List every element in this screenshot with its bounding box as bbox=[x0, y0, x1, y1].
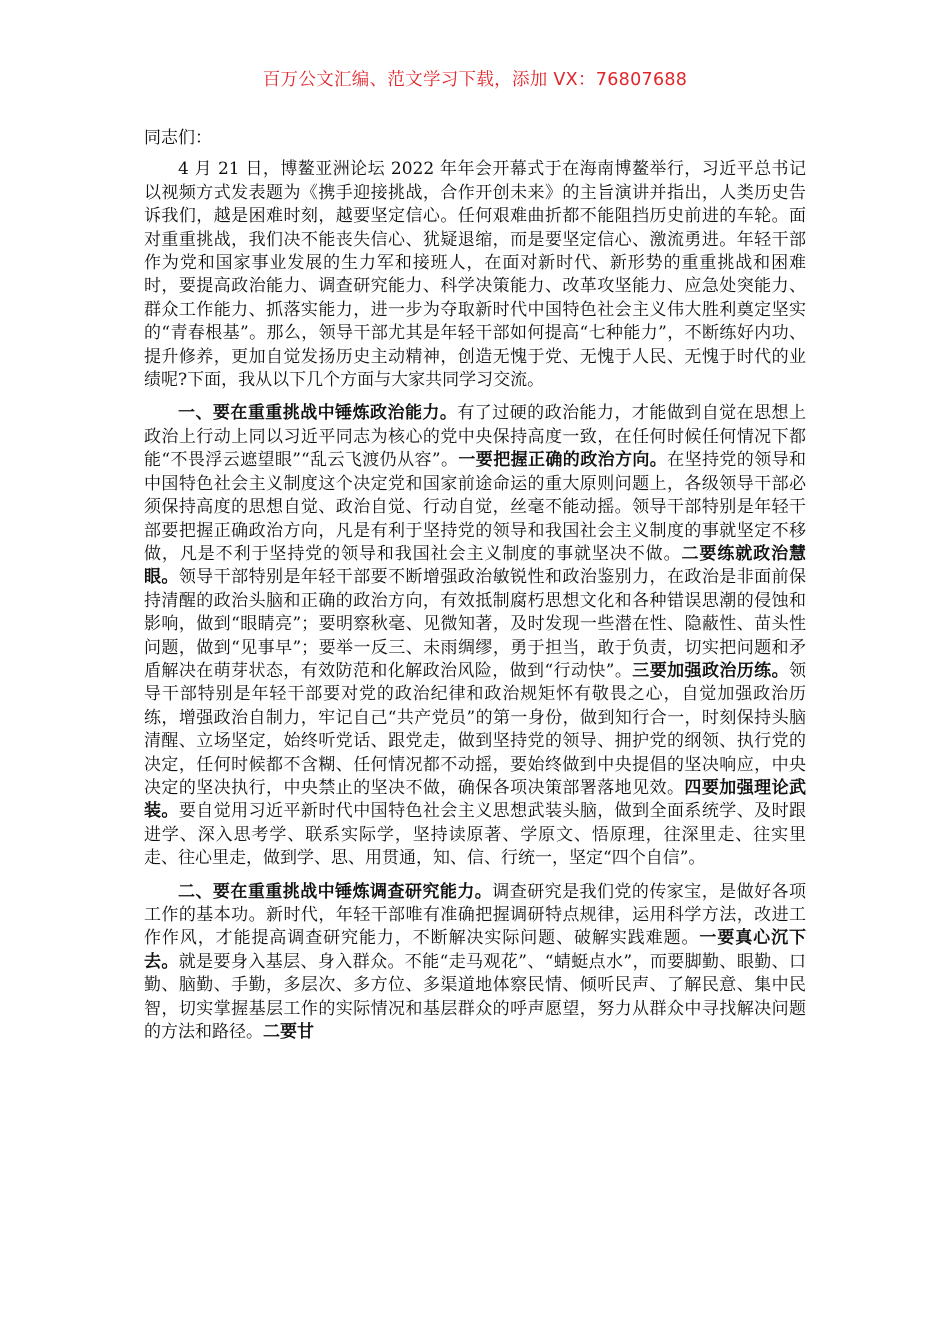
bold-heading-text: 一要把握正确的政治方向。 bbox=[458, 450, 668, 471]
body-text: 要自觉用习近平新时代中国特色社会主义思想武装头脑，做到全面系统学、及时跟进学、深入思考学、联系实际学，坚持读原著、学原文、悟原理，往深里走、往实里走、往心里走，做到学、思、用贯通，知、信、行统一，坚定“四个自信”。 bbox=[144, 801, 807, 869]
paragraph bbox=[144, 158, 806, 392]
watermark-header: 百万公文汇编、范文学习下载，添加 VX：76807688 bbox=[262, 70, 688, 90]
bold-heading-text: 一要真心沉下去。 bbox=[144, 928, 807, 972]
bold-heading-text: 一、要在重重挑战中锤炼政治能力。 bbox=[178, 403, 458, 424]
bold-heading-text: 四要加强理论武装。 bbox=[144, 777, 807, 822]
paragraph-list bbox=[144, 158, 806, 1044]
bold-heading-text: 二要练就政治慧眼。 bbox=[144, 543, 806, 588]
paragraph bbox=[144, 402, 806, 870]
body-text: 在坚持党的领导和中国特色社会主义制度这个决定党和国家前途命运的重大原则问题上，各级领导干部必须保持高度的思想自觉、政治自觉、行动自觉，丝毫不能动摇。领导干部特别是年轻干部要把握正确政治方向，凡是有利于坚持党的领导和我国社会主义制度的事就坚定不移做，凡是不利于坚持党的领导和我国社会主义制度的事就坚决不做。 bbox=[144, 450, 807, 564]
bold-heading-text: 二、要在重重挑战中锤炼调查研究能力。 bbox=[178, 881, 493, 902]
document-body bbox=[144, 127, 806, 1054]
body-text: 调查研究是我们党的传家宝，是做好各项工作的基本功。新时代，年轻干部唯有准确把握调研特点规律，运用科学方法，改进工作作风，才能提高调查研究能力，不断解决实际问题、破解实践难题。 bbox=[144, 881, 807, 949]
bold-heading-text: 三要加强政治历练。 bbox=[632, 660, 789, 681]
body-text: 就是要身入基层、身入群众。不能“走马观花”、“蜻蜓点水”，而要脚勤、眼勤、口勤、脑勤、手勤，多层次、多方位、多渠道地体察民情、倾听民声、了解民意、集中民智，切实掌握基层工作的实际情况和基层群众的呼声愿望，努力从群众中寻找解决问题的方法和路径。 bbox=[144, 951, 806, 1043]
body-text: 领导干部特别是年轻干部要对党的政治纪律和政治规矩怀有敬畏之心，自觉加强政治历练，增强政治自制力，牢记自己“共产党员”的第一身份，做到知行合一，时刻保持头脑清醒、立场坚定，始终听党话、跟党走，做到坚持党的领导、拥护党的纲领、执行党的决定，任何时候都不含糊、任何情况都不动摇，要始终做到中央提倡的坚决响应，中央决定的坚决执行，中央禁止的坚决不做，确保各项决策部署落地见效。 bbox=[144, 660, 806, 798]
body-text: 有了过硬的政治能力，才能做到自觉在思想上政治上行动上同以习近平同志为核心的党中央保持高度一致，在任何时候任何情况下都能“不畏浮云遮望眼”“乱云飞渡仍从容”。 bbox=[144, 403, 807, 471]
bold-heading-text: 二要甘 bbox=[263, 1022, 314, 1043]
body-text: 领导干部特别是年轻干部要不断增强政治敏锐性和政治鉴别力，在政治是非面前保持清醒的政治头脑和正确的政治方向，有效抵制腐朽思想文化和各种错误思潮的侵蚀和影响，做到“眼睛亮”；要明察秋毫、见微知著，及时发现一些潜在性、隐蔽性、苗头性问题，做到“见事早”；要举一反三、未雨绸缪，勇于担当，敢于负责，切实把问题和矛盾解决在萌芽状态，有效防范和化解政治风险，做到“行动快”。 bbox=[144, 567, 807, 681]
body-text: 4 月 21 日，博鳌亚洲论坛 2022 年年会开幕式于在海南博鳌举行，习近平总书记以视频方式发表题为《携手迎接挑战，合作开创未来》的主旨演讲并指出，人类历史告诉我们，越是困难时刻，越要坚定信心。任何艰难曲折都不能阻挡历史前进的车轮。面对重重挑战，我们决不能丧失信心、犹疑退缩，而是要坚定信心、激流勇进。年轻干部作为党和国家事业发展的生力军和接班人，在面对新时代、新形势的重重挑战和困难时，要提高政治能力、调查研究能力、科学决策能力、改革攻坚能力、应急处突能力、群众工作能力、抓落实能力，进一步为夺取新时代中国特色社会主义伟大胜利奠定坚实的“青春根基”。那么，领导干部尤其是年轻干部如何提高“七种能力”，不断练好内功、提升修养，更加自觉发扬历史主动精神，创造无愧于党、无愧于人民、无愧于时代的业绩呢?下面，我从以下几个方面与大家共同学习交流。 bbox=[144, 159, 806, 391]
paragraph bbox=[144, 881, 806, 1045]
greeting: 同志们： bbox=[144, 128, 212, 148]
